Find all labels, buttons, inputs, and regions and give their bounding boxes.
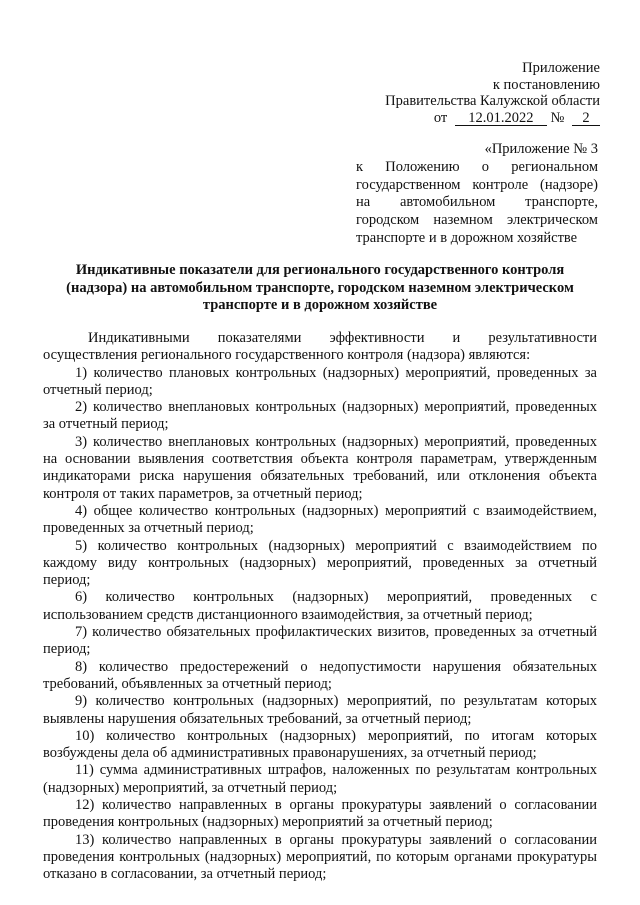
date-prefix: от: [433, 109, 448, 126]
list-item: 9) количество контрольных (надзорных) мероприятий, по результатам которых выявлены нарушения обязательных требований, за отчетный период;: [43, 693, 597, 727]
list-item: 3) количество внеплановых контрольных (надзорных) мероприятий, проведенных на основании выявления соответствия объекта контроля параметрам, утвержденным индикаторами риска нарушения обязательных требований, или отклонения объекта контроля от таких параметров, за отчетный период;: [43, 433, 597, 502]
list-item: 4) общее количество контрольных (надзорных) мероприятий с взаимодействием, проведенных за отчетный период;: [43, 502, 597, 537]
approval-block: [385, 60, 600, 126]
annex-title: «Приложение № 3: [484, 141, 598, 157]
list-item: 8) количество предостережений о недопустимости нарушения обязательных требований, объявленных за отчетный период;: [43, 658, 597, 692]
list-item: 5) количество контрольных (надзорных) мероприятий с взаимодействием по каждому виду контрольных (надзорных) мероприятий, проведенных за отчетный период;: [43, 537, 597, 589]
approval-line-1: Приложение: [522, 60, 600, 76]
approval-line-2: к постановлению: [492, 76, 600, 93]
annex-body: к Положению о региональном государственном контроле (надзоре) на автомобильном транспорте, городском наземном электрическом транспорте и в дорожном хозяйстве: [356, 158, 598, 246]
approval-line-3: Правительства Калужской области: [385, 93, 600, 109]
approval-number: 2: [572, 111, 600, 126]
list-item: 13) количество направленных в органы прокуратуры заявлений о согласовании проведения контрольных (надзорных) мероприятий, по которым органами прокуратуры отказано в согласовании, за отчетный период;: [43, 831, 597, 883]
approval-date: 12.01.2022: [455, 111, 547, 126]
list-item: 2) количество внеплановых контрольных (надзорных) мероприятий, проведенных за отчетный период;: [43, 399, 597, 433]
intro-paragraph: Индикативными показателями эффективности и результативности осуществления регионального государственного контроля (надзора) являются:: [43, 330, 597, 364]
document-title: Индикативные показатели для регионального государственного контроля (надзора) на автомобильном транспорте, городском наземном электрическом транспорте и в дорожном хозяйстве: [66, 262, 574, 313]
number-sign: №: [550, 109, 565, 126]
document-body: [43, 330, 597, 884]
list-item: 1) количество плановых контрольных (надзорных) мероприятий, проведенных за отчетный период;: [43, 364, 597, 398]
list-item: 11) сумма административных штрафов, наложенных по результатам контрольных (надзорных) мероприятий, за отчетный период;: [43, 762, 597, 796]
list-item: 6) количество контрольных (надзорных) мероприятий, проведенных с использованием средств дистанционного взаимодействия, за отчетный период;: [43, 589, 597, 623]
annex-block: [356, 141, 598, 248]
list-item: 10) количество контрольных (надзорных) мероприятий, по итогам которых возбуждены дела об административных правонарушениях, за отчетный период;: [43, 727, 597, 762]
list-item: 12) количество направленных в органы прокуратуры заявлений о согласовании проведения контрольных (надзорных) мероприятий за отчетный период;: [43, 797, 597, 831]
list-item: 7) количество обязательных профилактических визитов, проведенных за отчетный период;: [43, 624, 597, 658]
approval-date-line: [385, 110, 600, 127]
